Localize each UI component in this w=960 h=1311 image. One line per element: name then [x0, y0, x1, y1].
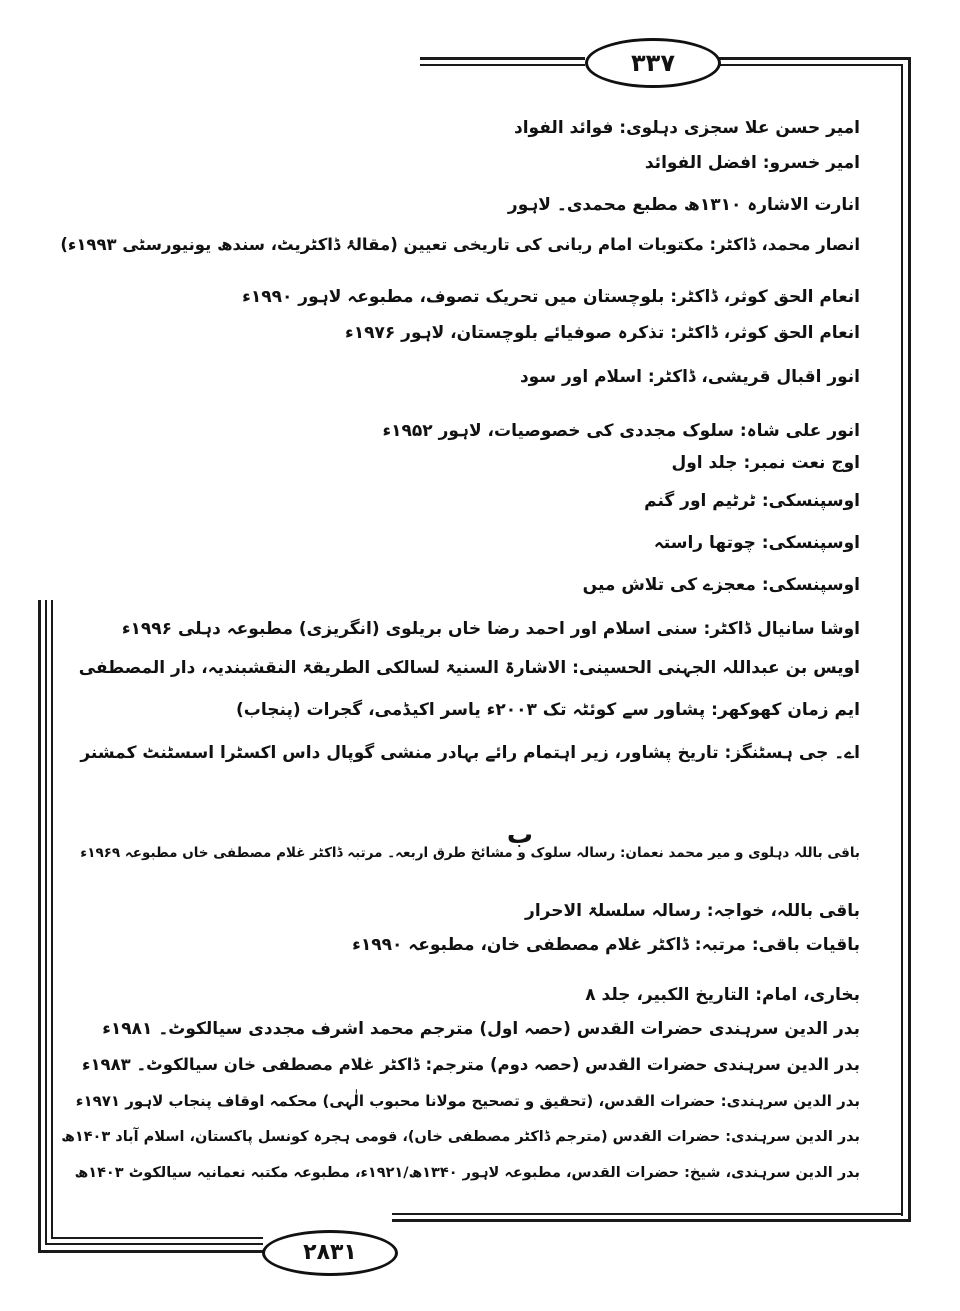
top-rule-outer	[420, 57, 585, 60]
top-rule-right-outer	[715, 57, 910, 60]
entry-a-10: اوسپنسکی: چوتھا راستہ	[653, 533, 860, 553]
bottom-rule-outer	[38, 1250, 263, 1253]
left-rule-inner	[51, 600, 53, 1239]
entry-a-1: امیر خسرو: افضل الفوائد	[644, 153, 860, 173]
entry-a-3: انصار محمد، ڈاکٹر: مکتوبات امام ربانی کی تاریخی تعیین (مقالۂ ڈاکٹریٹ، سندھ یونیورسٹی ۱۹۹۳ء)	[60, 235, 860, 254]
entry-a-14: ایم زمان کھوکھر: پشاور سے کوئٹہ تک ۲۰۰۳ء یاسر اکیڈمی، گجرات (پنجاب)	[236, 700, 860, 720]
top-page-number: ۳۳۷	[585, 38, 721, 88]
entry-a-8: اوج نعت نمبر: جلد اول	[671, 453, 860, 473]
bottom-rule-inner	[51, 1237, 263, 1239]
entry-b-3: بخاری، امام: التاریخ الکبیر، جلد ۸	[585, 985, 860, 1005]
top-rule-right-inner	[715, 64, 903, 66]
entry-a-11: اوسپنسکی: معجزے کی تلاش میں	[582, 575, 860, 595]
entry-b-6: بدر الدین سرہندی: حضرات القدس، (تحقیق و تصحیح مولانا محبوب الٰہی) محکمہ اوقاف پنجاب لاہور ۱۹۷۱ء	[75, 1092, 860, 1110]
entry-a-9: اوسپنسکی: ٹرٹیم اور گنم	[644, 491, 860, 511]
entry-a-2: انارت الاشارہ ۱۳۱۰ھ مطبع محمدی۔ لاہور	[507, 195, 860, 215]
left-rule-middle	[45, 600, 47, 1245]
right-rule-inner	[901, 64, 903, 1216]
entry-b-4: بدر الدین سرہندی حضرات القدس (حصہ اول) مترجم محمد اشرف مجددی سیالکوٹ۔ ۱۹۸۱ء	[102, 1019, 860, 1039]
right-bottom-rule-outer	[392, 1219, 911, 1222]
section-letter-be: ب	[506, 820, 534, 850]
entry-a-12: اوشا سانیال ڈاکٹر: سنی اسلام اور احمد رضا خاں بریلوی (انگریزی) مطبوعہ دہلی ۱۹۹۶ء	[121, 619, 860, 639]
entry-b-8: بدر الدین سرہندی، شیخ: حضرات القدس، مطبوعہ لاہور ۱۳۴۰ھ/۱۹۲۱ء، مطبوعہ مکتبہ نعمانیہ سیالکوٹ ۱۴۰۳ھ	[74, 1165, 860, 1181]
entry-a-15: اے۔ جی ہسٹنگز: تاریخ پشاور، زیر اہتمام رائے بہادر منشی گوپال داس اکسٹرا اسسٹنٹ کمشنر	[80, 743, 860, 763]
entry-b-2: باقیات باقی: مرتبہ: ڈاکٹر غلام مصطفی خان، مطبوعہ ۱۹۹۰ء	[352, 935, 860, 955]
bottom-page-number: ۲۸۳۱	[262, 1230, 398, 1276]
entry-b-5: بدر الدین سرہندی حضرات القدس (حصہ دوم) مترجم: ڈاکٹر غلام مصطفی خان سیالکوٹ۔ ۱۹۸۳ء	[82, 1055, 860, 1074]
entry-b-1: باقی باللہ، خواجہ: رسالہ سلسلۃ الاحرار	[525, 901, 860, 921]
entry-a-0: امیر حسن علا سجزی دہلوی: فوائد الفواد	[513, 118, 860, 138]
bottom-rule-middle	[45, 1243, 263, 1245]
entry-b-7: بدر الدین سرہندی: حضرات القدس (مترجم ڈاکٹر مصطفی خاں)، قومی ہجرہ کونسل پاکستان، اسلام آباد ۱۴۰۳ھ	[61, 1129, 860, 1145]
entry-b-0: باقی باللہ دہلوی و میر محمد نعمان: رسالہ سلوک و مشائخ طرق اربعہ۔ مرتبہ ڈاکٹر غلام مصطفی خاں مطبوعہ ۱۹۶۹ء	[80, 845, 860, 861]
entry-a-4: انعام الحق کوثر، ڈاکٹر: بلوچستان میں تحریک تصوف، مطبوعہ لاہور ۱۹۹۰ء	[242, 287, 860, 307]
top-rule-inner	[420, 64, 585, 66]
left-rule-outer	[38, 600, 41, 1252]
entry-a-5: انعام الحق کوثر، ڈاکٹر: تذکرہ صوفیائے بلوچستان، لاہور ۱۹۷۶ء	[345, 323, 860, 343]
entry-a-13: اویس بن عبداللہ الجہنی الحسینی: الاشارۃ السنیۃ لسالکی الطریقۃ النقشبندیہ، دار المصطفی	[78, 658, 860, 678]
entry-a-6: انور اقبال قریشی، ڈاکٹر: اسلام اور سود	[519, 367, 860, 387]
entry-a-7: انور علی شاہ: سلوک مجددی کی خصوصیات، لاہور ۱۹۵۲ء	[382, 421, 860, 441]
right-bottom-rule-inner	[392, 1213, 903, 1215]
right-rule-outer	[908, 57, 911, 1222]
